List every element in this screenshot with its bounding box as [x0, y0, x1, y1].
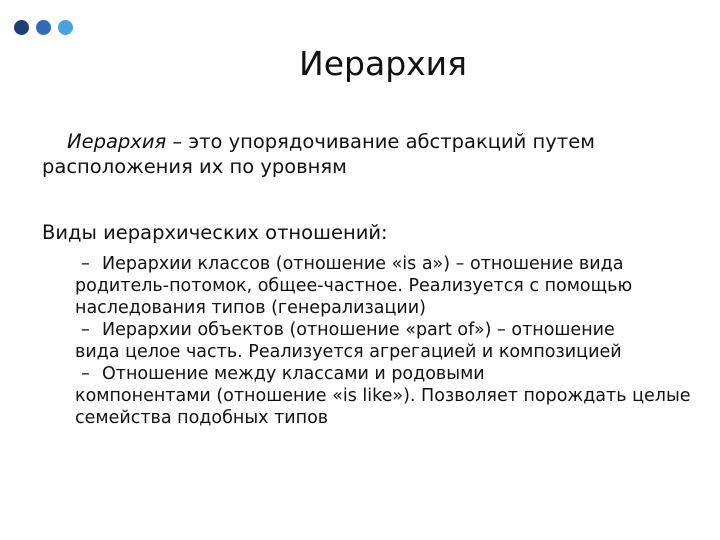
slide-decoration-dots — [14, 20, 73, 35]
list-item-continuation: вида целое часть. Реализуется агрегацией и композицией — [75, 342, 622, 362]
kinds-heading: Виды иерархических отношений: — [42, 221, 388, 244]
definition-paragraph — [42, 129, 702, 179]
list-dash: – — [81, 320, 90, 340]
definition-text-line1: – это упорядочивание абстракций путем — [166, 130, 595, 153]
list-item — [75, 253, 700, 319]
list-dash: – — [81, 364, 90, 384]
list-item-continuation: родитель-потомок, общее-частное. Реализуется с помощью наследования типов (генерализации) — [75, 276, 633, 318]
decoration-dot — [36, 20, 51, 35]
list-item-first-line: Отношение между классами и родовыми — [102, 364, 485, 384]
decoration-dot — [58, 20, 73, 35]
definition-text-line2: расположения их по уровням — [42, 155, 347, 178]
slide-title: Иерархия — [299, 44, 467, 83]
list-item-continuation: компонентами (отношение «is like»). Позволяет порождать целые семейства подобных типов — [75, 386, 691, 428]
list-item — [75, 319, 700, 363]
list-item — [75, 363, 700, 429]
definition-term: Иерархия — [67, 130, 167, 153]
list-dash: – — [81, 254, 90, 274]
list-item-first-line: Иерархии классов (отношение «is a») – отношение вида — [102, 254, 624, 274]
list-item-first-line: Иерархии объектов (отношение «part of») – отношение — [102, 320, 615, 340]
decoration-dot — [14, 20, 29, 35]
hierarchy-kinds-list — [75, 253, 700, 429]
